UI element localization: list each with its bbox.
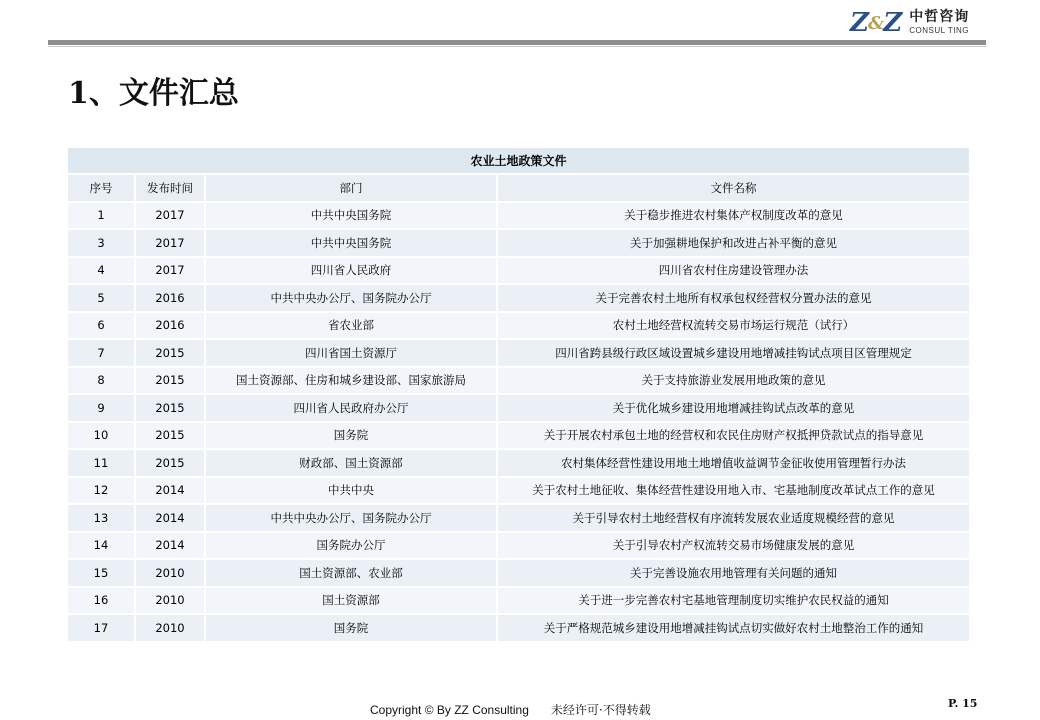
- cell-document-name: 关于农村土地征收、集体经营性建设用地入市、宅基地制度改革试点工作的意见: [498, 478, 971, 506]
- cell-document-name: 关于支持旅游业发展用地政策的意见: [498, 368, 971, 396]
- cell-number: 9: [68, 395, 136, 423]
- logo-text: [909, 10, 969, 38]
- policy-table: [68, 148, 971, 643]
- table-row: [68, 395, 971, 423]
- cell-number: 14: [68, 533, 136, 561]
- cell-year: 2017: [136, 258, 206, 286]
- cell-department: 省农业部: [206, 313, 498, 341]
- header-divider-thin: [48, 46, 986, 47]
- table-caption-row: [68, 148, 971, 175]
- cell-document-name: 关于完善设施农用地管理有关问题的通知: [498, 560, 971, 588]
- cell-document-name: 关于优化城乡建设用地增减挂钩试点改革的意见: [498, 395, 971, 423]
- cell-year: 2016: [136, 313, 206, 341]
- column-header-document-name: 文件名称: [498, 175, 971, 203]
- table-row: [68, 478, 971, 506]
- cell-document-name: 关于严格规范城乡建设用地增减挂钩试点切实做好农村土地整治工作的通知: [498, 615, 971, 643]
- table-body: [68, 203, 971, 643]
- cell-document-name: 农村土地经营权流转交易市场运行规范（试行）: [498, 313, 971, 341]
- cell-number: 11: [68, 450, 136, 478]
- cell-number: 15: [68, 560, 136, 588]
- table-row: [68, 423, 971, 451]
- cell-year: 2016: [136, 285, 206, 313]
- table-caption: 农业土地政策文件: [68, 148, 971, 175]
- cell-year: 2014: [136, 533, 206, 561]
- reproduction-notice: 未经许可·不得转载: [550, 703, 651, 717]
- cell-document-name: 关于完善农村土地所有权承包权经营权分置办法的意见: [498, 285, 971, 313]
- footer: [370, 701, 651, 718]
- cell-number: 3: [68, 230, 136, 258]
- copyright-text: Copyright © By ZZ Consulting: [370, 703, 529, 717]
- cell-document-name: 农村集体经营性建设用地土地增值收益调节金征收使用管理暂行办法: [498, 450, 971, 478]
- policy-table-container: [68, 148, 971, 643]
- logo-mark: Z&Z: [850, 8, 902, 38]
- cell-department: 国务院: [206, 615, 498, 643]
- table-row: [68, 533, 971, 561]
- cell-year: 2010: [136, 560, 206, 588]
- cell-department: 财政部、国土资源部: [206, 450, 498, 478]
- cell-department: 四川省人民政府办公厅: [206, 395, 498, 423]
- cell-department: 中共中央: [206, 478, 498, 506]
- cell-number: 8: [68, 368, 136, 396]
- cell-department: 中共中央办公厅、国务院办公厅: [206, 505, 498, 533]
- column-header-year: 发布时间: [136, 175, 206, 203]
- cell-document-name: 关于稳步推进农村集体产权制度改革的意见: [498, 203, 971, 231]
- cell-document-name: 关于引导农村产权流转交易市场健康发展的意见: [498, 533, 971, 561]
- table-row: [68, 615, 971, 643]
- cell-number: 4: [68, 258, 136, 286]
- table-row: [68, 505, 971, 533]
- cell-number: 12: [68, 478, 136, 506]
- cell-number: 5: [68, 285, 136, 313]
- table-row: [68, 588, 971, 616]
- cell-year: 2015: [136, 395, 206, 423]
- table-row: [68, 368, 971, 396]
- cell-department: 中共中央国务院: [206, 203, 498, 231]
- company-logo: [850, 8, 969, 39]
- cell-document-name: 关于引导农村土地经营权有序流转发展农业适度规模经营的意见: [498, 505, 971, 533]
- cell-department: 国土资源部、农业部: [206, 560, 498, 588]
- page-number: P. 15: [948, 697, 978, 710]
- cell-number: 10: [68, 423, 136, 451]
- table-row: [68, 230, 971, 258]
- cell-number: 13: [68, 505, 136, 533]
- cell-department: 国务院: [206, 423, 498, 451]
- cell-document-name: 关于进一步完善农村宅基地管理制度切实维护农民权益的通知: [498, 588, 971, 616]
- cell-year: 2015: [136, 450, 206, 478]
- table-row: [68, 340, 971, 368]
- cell-number: 1: [68, 203, 136, 231]
- logo-english-name: CONSUL TING: [909, 25, 969, 35]
- cell-year: 2014: [136, 505, 206, 533]
- cell-department: 四川省人民政府: [206, 258, 498, 286]
- header-divider: [48, 40, 986, 45]
- cell-department: 中共中央国务院: [206, 230, 498, 258]
- table-header-row: [68, 175, 971, 203]
- cell-document-name: 关于加强耕地保护和改进占补平衡的意见: [498, 230, 971, 258]
- table-row: [68, 203, 971, 231]
- cell-department: 国土资源部、住房和城乡建设部、国家旅游局: [206, 368, 498, 396]
- cell-department: 国土资源部: [206, 588, 498, 616]
- cell-year: 2010: [136, 615, 206, 643]
- cell-document-name: 关于开展农村承包土地的经营权和农民住房财产权抵押贷款试点的指导意见: [498, 423, 971, 451]
- table-row: [68, 313, 971, 341]
- cell-year: 2015: [136, 423, 206, 451]
- cell-year: 2015: [136, 340, 206, 368]
- column-header-department: 部门: [206, 175, 498, 203]
- page-title: 1、文件汇总: [68, 76, 239, 111]
- cell-department: 四川省国土资源厅: [206, 340, 498, 368]
- cell-year: 2015: [136, 368, 206, 396]
- cell-year: 2017: [136, 230, 206, 258]
- cell-department: 国务院办公厅: [206, 533, 498, 561]
- table-row: [68, 560, 971, 588]
- logo-chinese-name: 中哲咨询: [909, 8, 970, 25]
- cell-year: 2014: [136, 478, 206, 506]
- cell-document-name: 四川省跨县级行政区域设置城乡建设用地增减挂钩试点项目区管理规定: [498, 340, 971, 368]
- table-row: [68, 285, 971, 313]
- cell-number: 16: [68, 588, 136, 616]
- cell-year: 2010: [136, 588, 206, 616]
- cell-department: 中共中央办公厅、国务院办公厅: [206, 285, 498, 313]
- column-header-number: 序号: [68, 175, 136, 203]
- cell-document-name: 四川省农村住房建设管理办法: [498, 258, 971, 286]
- cell-number: 6: [68, 313, 136, 341]
- cell-number: 17: [68, 615, 136, 643]
- cell-year: 2017: [136, 203, 206, 231]
- cell-number: 7: [68, 340, 136, 368]
- table-row: [68, 258, 971, 286]
- table-row: [68, 450, 971, 478]
